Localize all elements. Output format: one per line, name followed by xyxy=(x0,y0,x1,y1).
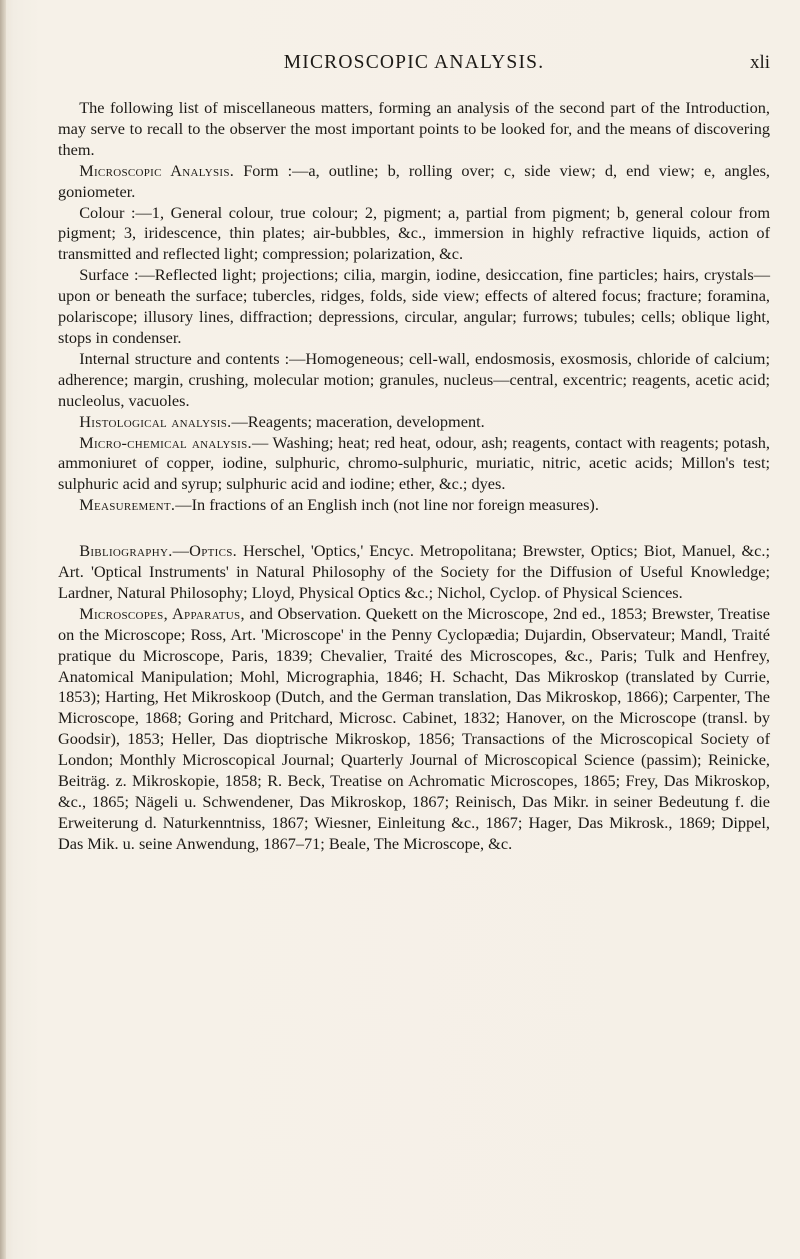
running-title: MICROSCOPIC ANALYSIS. xyxy=(283,52,545,73)
running-header xyxy=(58,52,770,80)
measurement-paragraph: Measurement.—In fractions of an English inch (not line nor foreign measures). xyxy=(79,495,599,515)
section-lead: Bibliography.—Optics. xyxy=(79,541,238,561)
surface-paragraph: Surface :—Reflected light; projections; cilia, margin, iodine, desiccation, fine particles; hairs, crystals—upon or beneath the surface; tubercles, ridges, folds, side view; effects of altered focus; fracture; foramina, polariscope; illusory lines, diffraction; depressions, circular, angular; furrows; tubules; cells; oblique light, stops in condenser. xyxy=(58,265,770,347)
colour-paragraph: Colour :—1, General colour, true colour; 2, pigment; a, partial from pigment; b, general colour from pigment; 3, iridescence, thin plates; air-bubbles, &c., immersion in highly refractive liquids, action of transmitted and reflected light; compression; polarization, &c. xyxy=(58,202,770,264)
section-lead: Micro-chemical analysis. xyxy=(79,432,252,452)
bibliography-optics-paragraph: Bibliography.—Optics. Herschel, 'Optics,' Encyc. Metropolitana; Brewster, Optics; Biot, Manuel, &c.; Art. 'Optical Instruments' in Natural Philosophy of the Society for the Diffusion of Useful Knowledge; Lardner, Natural Philosophy; Lloyd, Physical Optics &c.; Nichol, Cyclop. of Physical Sciences. xyxy=(58,541,770,602)
section-lead: Microscopic Analysis. xyxy=(79,160,235,180)
page-body xyxy=(58,98,770,855)
micro-chemical-paragraph: Micro-chemical analysis.— Washing; heat; red heat, odour, ash; reagents, contact with reagents; potash, ammoniuret of copper, iodine, sulphuric, chromo-sulphuric, muriatic, nitric, acetic acids; Millon's test; sulphuric acid and syrup; sulphuric acid and iodine; ether, &c.; dyes. xyxy=(58,432,770,494)
page-number: xli xyxy=(749,52,770,73)
section-lead: Measurement. xyxy=(79,495,176,515)
bibliography-microscopes-paragraph: Microscopes, Apparatus, and Observation. Quekett on the Microscope, 2nd ed., 1853; Brewster, Treatise on the Microscope; Ross, Art. 'Microscope' in the Penny Cyclopædia; Dujardin, Observateur; Mandl, Traité pratique du Microscope, Paris, 1839; Chevalier, Traité des Microscopes, &c., Paris; Tulk and Henfrey, Anatomical Manipulation; Mohl, Micrographia, 1846; H. Schacht, Das Mikroskop (translated by Currie, 1853); Harting, Het Mikroskoop (Dutch, and the German translation, Das Mikroskop, 1866); Carpenter, The Microscope, 1868; Goring and Pritchard, Microsc. Cabinet, 1832; Hanover, on the Microscope (transl. by Goodsir), 1853; Heller, Das dioptrische Mikroskop, 1856; Transactions of the Microscopical Society of London; Monthly Microscopical Journal; Quarterly Journal of Microscopical Science (passim); Reinicke, Beiträg. z. Mikroskopie, 1858; R. Beck, Treatise on Achromatic Microscopes, 1865; Frey, Das Mikroskop, &c., 1865; Nägeli u. Schwendener, Das Mikroskop, 1867; Reinisch, Das Mikr. in seiner Bedeutung f. die Erweiterung d. Naturkenntniss, 1867; Wiesner, Einleitung &c., 1867; Hager, Das Mikrosk., 1869; Dippel, Das Mik. u. seine Anwendung, 1867–71; Beale, The Microscope, &c. xyxy=(58,603,770,853)
microscopic-analysis-paragraph: Microscopic Analysis. Form :—a, outline; b, rolling over; c, side view; d, end view; e, angles, goniometer. xyxy=(58,160,771,201)
intro-paragraph: The following list of miscellaneous matters, forming an analysis of the second part of the Introduction, may serve to recall to the observer the most important points to be looked for, and the means of discovering them. xyxy=(58,98,770,159)
section-lead: Microscopes, Apparatus, xyxy=(79,603,245,623)
section-lead: Histological analysis. xyxy=(79,411,232,431)
page-binding-edge xyxy=(0,0,6,1259)
histological-paragraph: Histological analysis.—Reagents; maceration, development. xyxy=(79,411,485,431)
internal-structure-paragraph: Internal structure and contents :—Homogeneous; cell-wall, endosmosis, exosmosis, chloride of calcium; adherence; margin, crushing, molecular motion; granules, nucleus—central, excentric; reagents, acetic acid; nucleolus, vacuoles. xyxy=(58,348,770,410)
